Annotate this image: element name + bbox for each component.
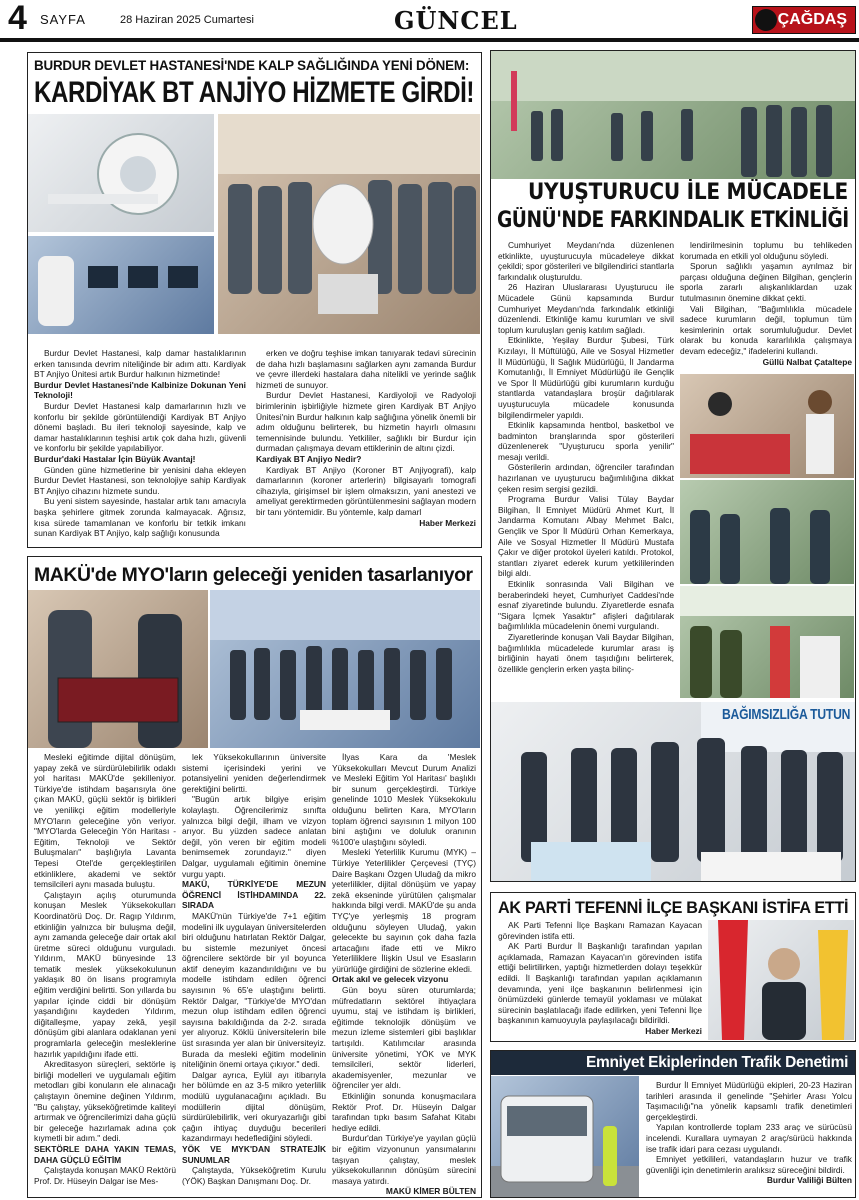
- people-group-icon: [218, 114, 480, 334]
- paragraph: Sporun sağlıklı yaşamın ayrılmaz bir parçası olduğuna değinen Bilgihan, gençlerin sporla zararlı alışkanlıklardan uzak tutulmasının önemine dikkat çekti.: [680, 261, 852, 303]
- kardiyak-column-1: [34, 348, 246, 544]
- kardiyak-kicker: BURDUR DEVLET HASTANESİ'NDE KALP SAĞLIĞINDA YENİ DÖNEM:: [34, 58, 470, 73]
- uyusturucu-column-1: [498, 240, 674, 698]
- column-text: [332, 752, 476, 1196]
- photo-jandarma-stand: [680, 586, 854, 698]
- maku-title: MAKÜ'de MYO'ların geleceği yeniden tasarlanıyor: [34, 564, 473, 586]
- kardiyak-title: KARDİYAK BT ANJİYO HİZMETE GİRDİ!: [34, 76, 475, 109]
- paragraph: Dalgar ayrıca, Eylül ayı itibarıyla her bölümde en az 3-5 mikro yeterlilik modülü uygulanacağını açıkladı. Bu modüllerin dijital dönüşüm, sürdürülebilirlik, veri okuryazarlığı gibi çağın ihtiyaç duyduğu becerileri kazandırmayı hedeflediğini söyledi.: [182, 1069, 326, 1144]
- paragraph: Yapılan kontrollerde toplam 233 araç ve sürücüsü incelendi. Kurallara uymayan 2 araç/sürücü hakkında ise trafik idari para cezası uygulandı.: [646, 1122, 852, 1154]
- paragraph: Günden güne hizmetlerine bir yenisini daha ekleyen Burdur Devlet Hastanesi, son teknolojiye sahip Kardiyak BT Anjiyo cihazını hizmete sundu.: [34, 464, 246, 496]
- paragraph: MAKÜ'nün Türkiye'de 7+1 eğitim modelini ilk uygulayan üniversitelerden biri olduğunu hatırlatan Rektör Dalgar, bu sistemle mezuniyet öncesi öğrencilere sektörde bir yıl boyunca aktif deneyim kazandırıldığını ve bu modelle istihdam edilen öğrenci sayısının % 65'e ulaştığını belirtti. Rektör Dalgar, "Türkiye'de MYO'dan mezun olup istihdam edilen öğrenci sayısına bakıldığında da 2-2. sırada yer alıyoruz. Köklü üniversitelerin bile üst sırasında yer alan bir üniversiteyiz. Burada da mesleki eğitim modelinin niteliğinin önemi ortaya çıkıyor." dedi.: [182, 910, 326, 1070]
- paragraph: 26 Haziran Uluslararası Uyuşturucu ile Mücadele Günü kapsamında Burdur Cumhuriyet Meydanı'nda farkındalık etkinliği düzenlendi. Etkinliğe kamu kurumları ve sivil toplum kuruluşları geniş katılım sağladı.: [498, 282, 674, 335]
- column-text: [256, 348, 476, 528]
- paragraph: Akreditasyon süreçleri, sektörle iş birliği modelleri ve uygulamalı eğitim metodları gibi konuların ele alınacağı çalıştayın önemine değinen Yıldırım, "Bu çalıştay, yükseköğretimde kaliteyi artırmak ve öğrencilerimizi daha güçlü bir geleceğe hazırlamak adına çok kıymetli bir adım." dedi.: [34, 1059, 176, 1144]
- crowd-icon: [491, 51, 855, 179]
- paragraph: Burdur İl Emniyet Müdürlüğü ekipleri, 20-23 Haziran tarihleri arasında il genelinde "Şehirler Arası Yolcu Taşımacılığı"na yönelik kapsamlı trafik denetimleri gerçekleştirdi.: [646, 1080, 852, 1122]
- column-text: [34, 752, 176, 1186]
- paragraph: Burdur Devlet Hastanesi kalp damarlarının hızlı ve konforlu bir şekilde görüntülendiği Kardiyak BT Anjiyo dönemi başladı. Bu ileri teknoloji sayesinde, kalp ve damar hastalıklarının teşhisi artık çok daha hızlı, güvenli ve konforlu bir şekilde yapılabiliyor.: [34, 400, 246, 454]
- plaque-icon: [28, 590, 208, 748]
- paragraph: AK Parti Tefenni İlçe Başkanı Ramazan Kayacan görevinden istifa etti.: [498, 920, 702, 941]
- subheading: Kardiyak BT Anjiyo Nedir?: [256, 453, 362, 464]
- subheading: Ortak akıl ve gelecek vizyonu: [332, 974, 449, 985]
- page-label: SAYFA: [40, 12, 86, 27]
- paragraph: Çalıştayda, Yükseköğretim Kurulu (YÖK) Başkan Danışmanı Doç. Dr.: [182, 1165, 326, 1186]
- photo-staff-group: [218, 114, 480, 334]
- subheading: MAKÜ, TÜRKİYE'DE MEZUN ÖĞRENCİ İSTİHDAMINDA 22. SIRADA: [182, 879, 326, 911]
- byline: Haber Merkezi: [645, 1025, 702, 1036]
- photo-control-room: [28, 236, 214, 334]
- akparti-title: AK PARTİ TEFENNİ İLÇE BAŞKANI İSTİFA ETTİ: [498, 898, 849, 917]
- paragraph: lek Yüksekokullarının üniversite sistemi içerisindeki yerini ve potansiyelini yeniden değerlendirmek gerektiğini belirtti.: [182, 752, 326, 794]
- maku-column-1: [34, 752, 176, 1196]
- paragraph: erken ve doğru teşhise imkan tanıyarak tedavi sürecinin de daha hızlı başlamasını sağlarken aynı zamanda Burdur ve çevre illerdeki hastalara daha nitelikli ve yerinde sağlık hizmeti de sunuyor.: [256, 348, 476, 390]
- photo-square-event: [491, 51, 855, 179]
- subheading: Burdur'daki Hastalar İçin Büyük Avantaj!: [34, 453, 196, 464]
- paragraph: Etkinliğin sonunda konuşmacılara Rektör Prof. Dr. Hüseyin Dalgar tarafından tıpkı basım Safahat Kitabı hediye edildi.: [332, 1091, 476, 1133]
- column-text: [498, 920, 702, 1037]
- page-number: 4: [8, 0, 27, 37]
- uyusturucu-column-2: [680, 240, 852, 372]
- column-text: [646, 1080, 852, 1186]
- paragraph: Burdur'dan Türkiye'ye yayılan güçlü bir eğitim vizyonunun yansımalarını taşıyan çalıştay, meslek yüksekokullarının dönüşüm sürecini masaya yatırdı.: [332, 1133, 476, 1186]
- people-group-icon: [210, 590, 480, 748]
- paragraph: AK Parti Burdur İl Başkanlığı tarafından yapılan açıklamada, Ramazan Kayacan'ın görevinden istifa ettiği belirtilirken, yaptığı hizmetlerden dolayı teşekkür edildi. İl Başkanlığı tarafından yapılan açıklamanın devamında, yeni ilçe başkanının belirlenmesi için önümüzdeki günlerde temayül yoklaması ve mülakat sürecinin başlatılacağı ifade edilirken, yeni Tefenni İlçe başkanının kamuoyuyla paylaşılacağı bildirildi.: [498, 941, 702, 1026]
- paragraph: "Bugün artık bilgiye erişim kolaylaştı. Öğrencilerimiz sınıfta yalnızca bilgi değil, ilham ve vizyon arıyor. Bu yüzden sadece anlatan değil, yön veren bir eğitim modeli benimsemek zorundayız." diyen Dalgar, uygulamalı eğitimin önemine vurgu yaptı.: [182, 794, 326, 879]
- column-text: [34, 348, 246, 539]
- people-group-icon: [491, 702, 855, 881]
- ct-scanner-icon: [28, 114, 214, 232]
- paragraph: Gösterilerin ardından, öğrenciler tarafından hazırlanan ve uyuşturucu bağımlılığına dikkat çeken resim sergisi gezildi.: [498, 462, 674, 494]
- bus-icon: [491, 1076, 639, 1197]
- photo-traffic-check: [491, 1076, 639, 1197]
- column-text: [182, 752, 326, 1186]
- photo-akparti-official: [708, 920, 854, 1040]
- byline: MAKÜ KİMER BÜLTEN: [385, 1186, 476, 1196]
- paragraph: Çalıştayın açılış oturumunda konuşan Meslek Yüksekokulları Koordinatörü Doç. Dr. Ragıp Yıldırım, etkinliğin yalnızca bir buluşma değil, aynı zamanda geleceğe dair ortak akıl üretme süreci olduğunu vurguladı. Yıldırım, MAKÜ bünyesinde 13 tematik meslek yüksekokulunun yaklaşık 80 ön lisans programıyla eğitim verdiğini belirtti. Son yıllarda bu yapılar içinde ciddi bir dönüşüm yaşandığını kaydeden Yıldırım, diğitalleşme, yapay zekâ, yeşil dönüşüm gibi alanlara odaklanan yeni programlarla geleceğin mesleklerine hazırlık yapıldığını ifade etti.: [34, 889, 176, 1059]
- kardiyak-column-2: [256, 348, 476, 544]
- uyusturucu-title-line-1: UYUŞTURUCU İLE MÜCADELE: [528, 180, 848, 205]
- paragraph: Programa Burdur Valisi Tülay Baydar Bilgihan, İl Emniyet Müdürü Ahmet Kurt, İl Jandarma Komutanı Albay Mehmet Balcı, Gençlik ve Spor İl Müdürü Orhan Kemerkaya, Aile ve Sosyal Hizmetler İl Müdürü Mustafa Çakır ve diğer protokol üyeleri katıldı. Protokol, stantları ziyaret ederek kurum yetkililerinden bilgi aldı.: [498, 494, 674, 579]
- byline: Güllü Nalbat Çataltepe: [762, 356, 852, 367]
- people-icon: [680, 480, 854, 584]
- paragraph: Mesleki Yeterlilik Kurumu (MYK) – Türkiye Yeterlilikler Çerçevesi (TYÇ) Daire Başkanı Özgen Uludağ da mikro yeterlilikler, dijital dönüşüm ve yapay zekâ ekseninde yürütülen çalışmalar hakkında bilgi verdi. MAKÜ'de şu anda TYÇ'ye yerleşmiş 18 program olduğunu söyleyen Uludağ, yakın gelecekte bu sayının çok daha fazla artacağını ifade etti ve Mikro Yeterliliklere İlişkin Usul ve Esasların yürürlüğe girdiğini de sözlerine ekledi.: [332, 847, 476, 974]
- akparti-column-1: [498, 920, 702, 1040]
- photo-girls-stand: [680, 374, 854, 478]
- photo-plaque-presentation: [28, 590, 208, 748]
- paragraph: Etkinlikte, Yeşilay Burdur Şubesi, Türk Kızılayı, İl Müftülüğü, Aile ve Sosyal Hizmetler İl Müdürlüğü, İl Sağlık Müdürlüğü, İl Jandarma Komutanlığı, İl Emniyet Müdürlüğü ile Gençlik ve Spor İl Müdürlüğü gibi kurumların kurduğu stantlarda vatandaşlara broşür dağıtılarak uyuşturucuyla mücadele konusunda bilgilendirmeler yapıldı.: [498, 335, 674, 420]
- issue-date: 28 Haziran 2025 Cumartesi: [120, 14, 254, 26]
- newspaper-logo: [752, 6, 856, 34]
- paragraph: Mesleki eğitimde dijital dönüşüm, yapay zekâ ve sürdürülebilirlik odaklı yol haritası MAKÜ'de şekilleniyor. Türkiye'de istihdam başarısıyla öne çıkan MAKÜ, güçlü sektör iş birlikleri ve yenilikçi eğitim modelleriyle MYO'ların geleceğine yön veriyor. "MYO'larda Geleceğin Yön Haritası - Eğitim, Teknoloji ve Sektör Buluşmaları" başlığıyla Lavanta Tepesi Otel'de gerçekleştirilen etkinliklere, akademi ve sektör temsilcileri aynı masada buluştu.: [34, 752, 176, 890]
- uyusturucu-title-line-2: GÜNÜ'NDE FARKINDALIK ETKİNLİĞİ: [497, 208, 849, 233]
- paragraph: Vali Bilgihan, "Bağımlılıkla mücadele sadece kurumların değil, toplumun tüm kesimlerinin ortak sorumluluğudur. Devlet olarak bu konuda kararlılıkla çalışmaya devam edeceğiz," ifadelerini kullandı.: [680, 303, 852, 356]
- paragraph: Kardiyak BT Anjiyo (Koroner BT Anjiyografi), kalp damarlarının (koroner arterlerin) bilgisayarlı tomografi cihazıyla, girişimsel bir işlem olmaksızın, yani anestezi ve ameliyat gerektirmeden görüntülenmesini sağlayan modern bir tanı yöntemidir. Bu yöntemle, kalp damarl: [256, 464, 476, 517]
- paragraph: Ziyaretlerinde konuşan Vali Baydar Bilgihan, bağımlılıkla mücadelede kurumlar arası iş birliğinin hayati önem taşıdığını belirterek, özellikle gençlerin erken yaşta bilinç-: [498, 631, 674, 674]
- paragraph: Burdur Devlet Hastanesi, Kardiyoloji ve Radyoloji birimlerinin işbirliğiyle hizmete giren Kardiyak BT Anjiyo Ünitesi'nin Burdur halkının kalp sağlığına yönelik önemli bir adım olduğunu belirterek, bu hizmetin hayırlı olmasını temennisinde bulundu. Yetkililer, sağlıklı bir Burdur için durmadan çalışmaya devam ettiklerinin de altını çizdi.: [256, 390, 476, 454]
- logo-text: ÇAĞDAŞ: [777, 11, 847, 28]
- byline: Haber Merkezi: [419, 517, 476, 528]
- photo-ct-scanner: [28, 114, 214, 232]
- paragraph: Bu yeni sistem sayesinde, hastalar artık tanı amacıyla başka şehirlere gitmek zorunda kalmayacak. Ağrısız, kısa sürede tamamlanan ve konforlu bir tetkik imkanı sunan Kardiyak BT Anjiyo, kalp sağlığı konusunda: [34, 496, 246, 539]
- stand-banner-text: BAĞIMSIZLIĞA TUTUN: [722, 706, 851, 723]
- photo-protocol-group: [491, 702, 855, 881]
- emniyet-title: Emniyet Ekiplerinden Trafik Denetimi: [586, 1054, 849, 1071]
- column-text: [680, 240, 852, 367]
- subheading: SEKTÖRLE DAHA YAKIN TEMAS, DAHA GÜÇLÜ EĞİTİM: [34, 1143, 176, 1165]
- paragraph: Emniyet yetkilileri, vatandaşların huzur ve trafik güvenliği için denetimlerin aralıksız süreceğini bildirdi.: [646, 1154, 852, 1175]
- paragraph: Çalıştayda konuşan MAKÜ Rektörü Prof. Dr. Hüseyin Dalgar ise Mes-: [34, 1165, 176, 1186]
- paragraph: Etkinlik kapsamında hentbol, basketbol ve badminton branşlarında spor gösterileri düzenlenerek "Uyuşturucu sporla yenilir" mesajı verildi.: [498, 420, 674, 462]
- paragraph: Gün boyu süren oturumlarda; müfredatların sektörel ihtiyaçlara uyumu, staj ve istihdam iş birlikleri, eğitimde teknolojik dönüşüm ve mezun izleme sistemleri gibi başlıklar tartışıldı. Katılımcılar arasında üniversite yönetimi, YÖK ve MYK temsilcileri, sektör liderleri, akademisyenler, mezunlar ve öğrenciler yer aldı.: [332, 985, 476, 1091]
- people-icon: [680, 586, 854, 698]
- paragraph: Burdur Devlet Hastanesi, kalp damar hastalıklarının erken tanısında devrim niteliğinde bir adım attı. Kardiyak BT Anjiyo Ünitesi artık Burdur halkının hizmetinde!: [34, 348, 246, 380]
- paragraph: Cumhuriyet Meydanı'nda düzenlenen etkinlikte, uyuşturucuyla mücadeleye dikkat çekildi; spor gösterileri ve bilgilendirici stantlarla farkındalık oluşturuldu.: [498, 240, 674, 282]
- maku-column-2: [182, 752, 326, 1196]
- subheading: Burdur Devlet Hastanesi'nde Kalbinize Dokunan Yeni Teknoloji!: [34, 379, 246, 401]
- column-text: [498, 240, 674, 674]
- subheading: YÖK VE MYK'DAN STRATEJİK SUNUMLAR: [182, 1143, 326, 1165]
- photo-police-stand: [680, 480, 854, 584]
- monitor-icon: [28, 236, 214, 334]
- maku-column-3: [332, 752, 476, 1196]
- people-icon: [680, 374, 854, 478]
- paragraph: Etkinlik sonrasında Vali Bilgihan ve beraberindeki heyet, Cumhuriyet Caddesi'nde esnaf ziyaretinde bulundu. Ziyaretlerde esnafa "Sigara İçmek Yasaktır" afişleri dağıtılarak bağımlılıkla mücadelenin önemi vurgulandı.: [498, 579, 674, 632]
- paragraph: lendirilmesinin toplumu bu tehlikeden korumada en etkili yol olduğunu söyledi.: [680, 240, 852, 261]
- logo-emblem-icon: [755, 9, 777, 31]
- section-title: GÜNCEL: [394, 6, 518, 35]
- emniyet-column-1: [646, 1080, 852, 1196]
- portrait-icon: [708, 920, 854, 1040]
- photo-workshop-group: [210, 590, 480, 748]
- byline: Burdur Valiliği Bülten: [766, 1175, 852, 1186]
- paragraph: İlyas Kara da 'Meslek Yüksekokulları Mevcut Durum Analizi ve Mesleki Eğitim Yol Haritası' başlıklı bir sunum gerçekleştirdi. Türkiye genelinde 1010 Meslek Yüksekokulu olduğunu belirten Kara, MYO'ların toplam öğrenci sayısının 1 milyon 100 bini aştığını ve doluluk oranının %100'e ulaştığını söyledi.: [332, 752, 476, 847]
